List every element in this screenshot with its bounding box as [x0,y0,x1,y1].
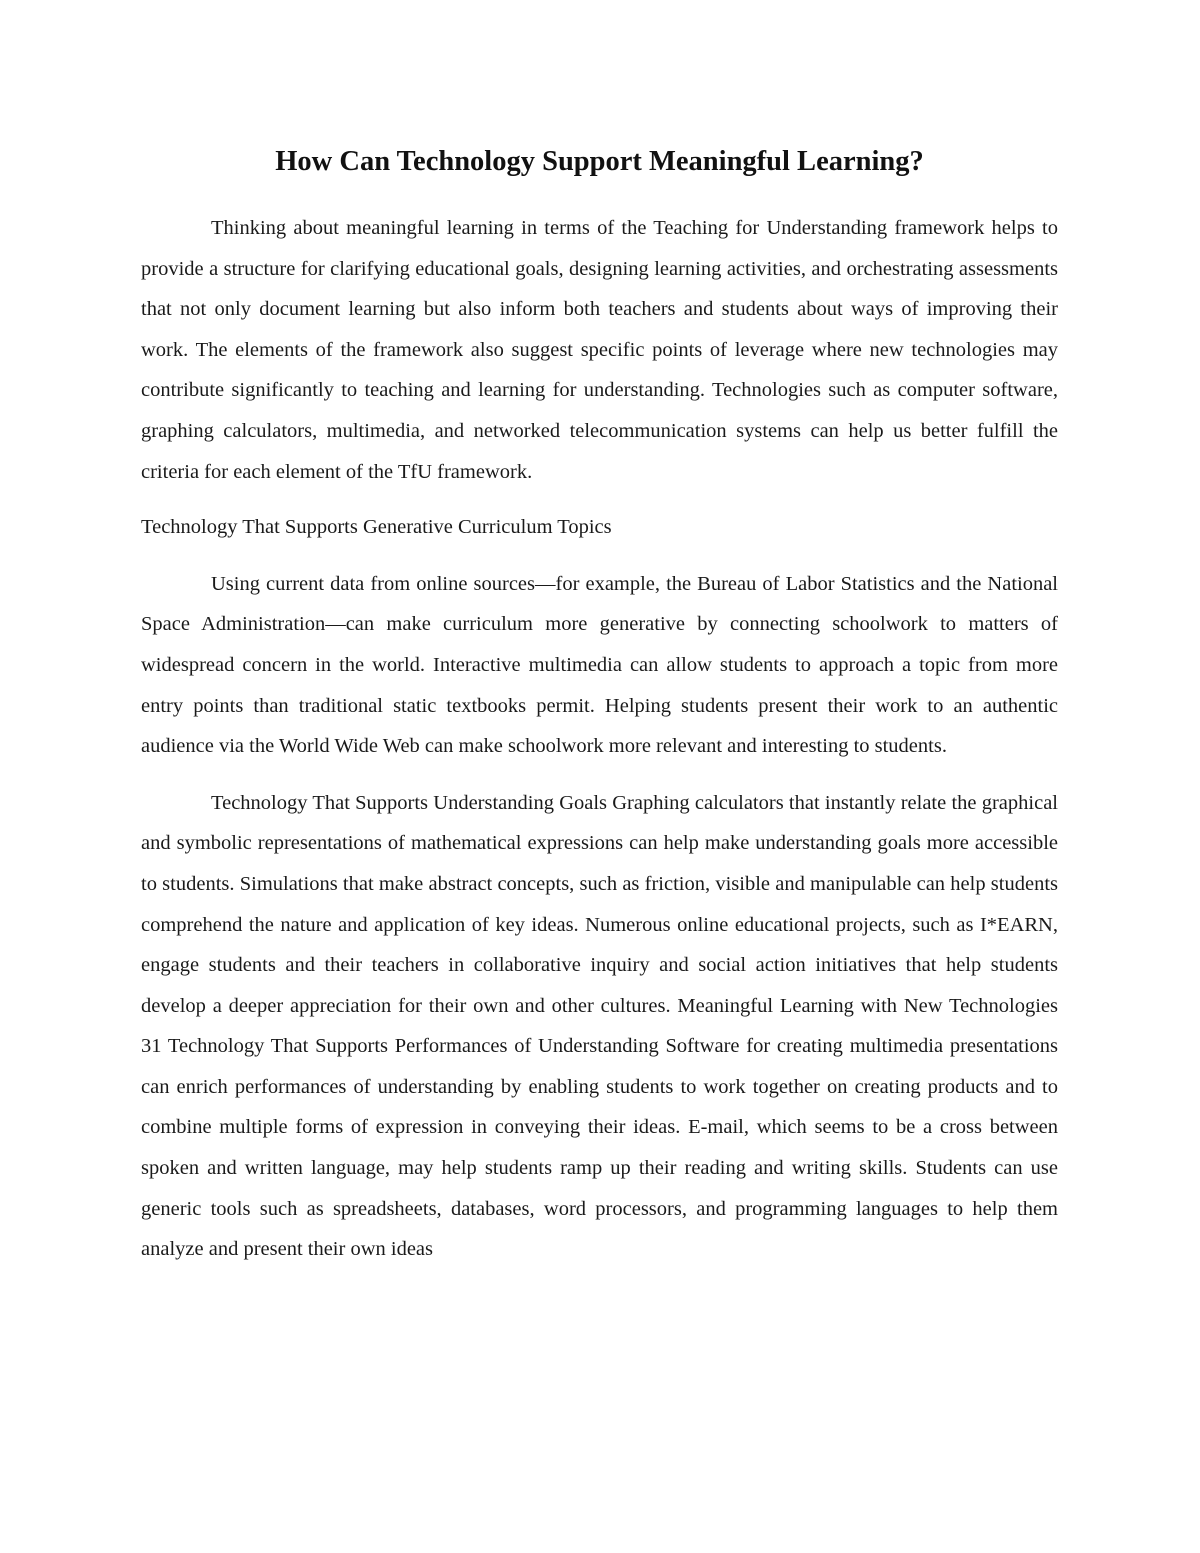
paragraph-understanding-goals: Technology That Supports Understanding Goals Graphing calculators that instantly relate the graphical and symbolic representations of mathematical expressions can help make understanding goals more accessible to students. Simulations that make abstract concepts, such as friction, visible and manipulable can help students comprehend the nature and application of key ideas. Numerous online educational projects, such as I*EARN, engage students and their teachers in collaborative inquiry and social action initiatives that help students develop a deeper appreciation for their own and other cultures. Meaningful Learning with New Technologies 31 Technology That Supports Performances of Understanding Software for creating multimedia presentations can enrich performances of understanding by enabling students to work together on creating products and to combine multiple forms of expression in conveying their ideas. E-mail, which seems to be a cross between spoken and written language, may help students ramp up their reading and writing skills. Students can use generic tools such as spreadsheets, databases, word processors, and programming languages to help them analyze and present their own ideas [141,791,1058,1261]
section-heading: Technology That Supports Generative Curriculum Topics [141,516,612,539]
document-body [141,142,1058,1270]
page-title: How Can Technology Support Meaningful Learning? [275,146,924,177]
paragraph-intro: Thinking about meaningful learning in terms of the Teaching for Understanding framework helps to provide a structure for clarifying educational goals, designing learning activities, and orchestrating assessments that not only document learning but also inform both teachers and students about ways of improving their work. The elements of the framework also suggest specific points of leverage where new technologies may contribute significantly to teaching and learning for understanding. Technologies such as computer software, graphing calculators, multimedia, and networked telecommunication systems can help us better fulfill the criteria for each element of the TfU framework. [141,217,1058,483]
paragraph-generative-topics: Using current data from online sources—for example, the Bureau of Labor Statistics and the National Space Administration—can make curriculum more generative by connecting schoolwork to matters of widespread concern in the world. Interactive multimedia can allow students to approach a topic from more entry points than traditional static textbooks permit. Helping students present their work to an authentic audience via the World Wide Web can make schoolwork more relevant and interesting to students. [141,572,1058,758]
